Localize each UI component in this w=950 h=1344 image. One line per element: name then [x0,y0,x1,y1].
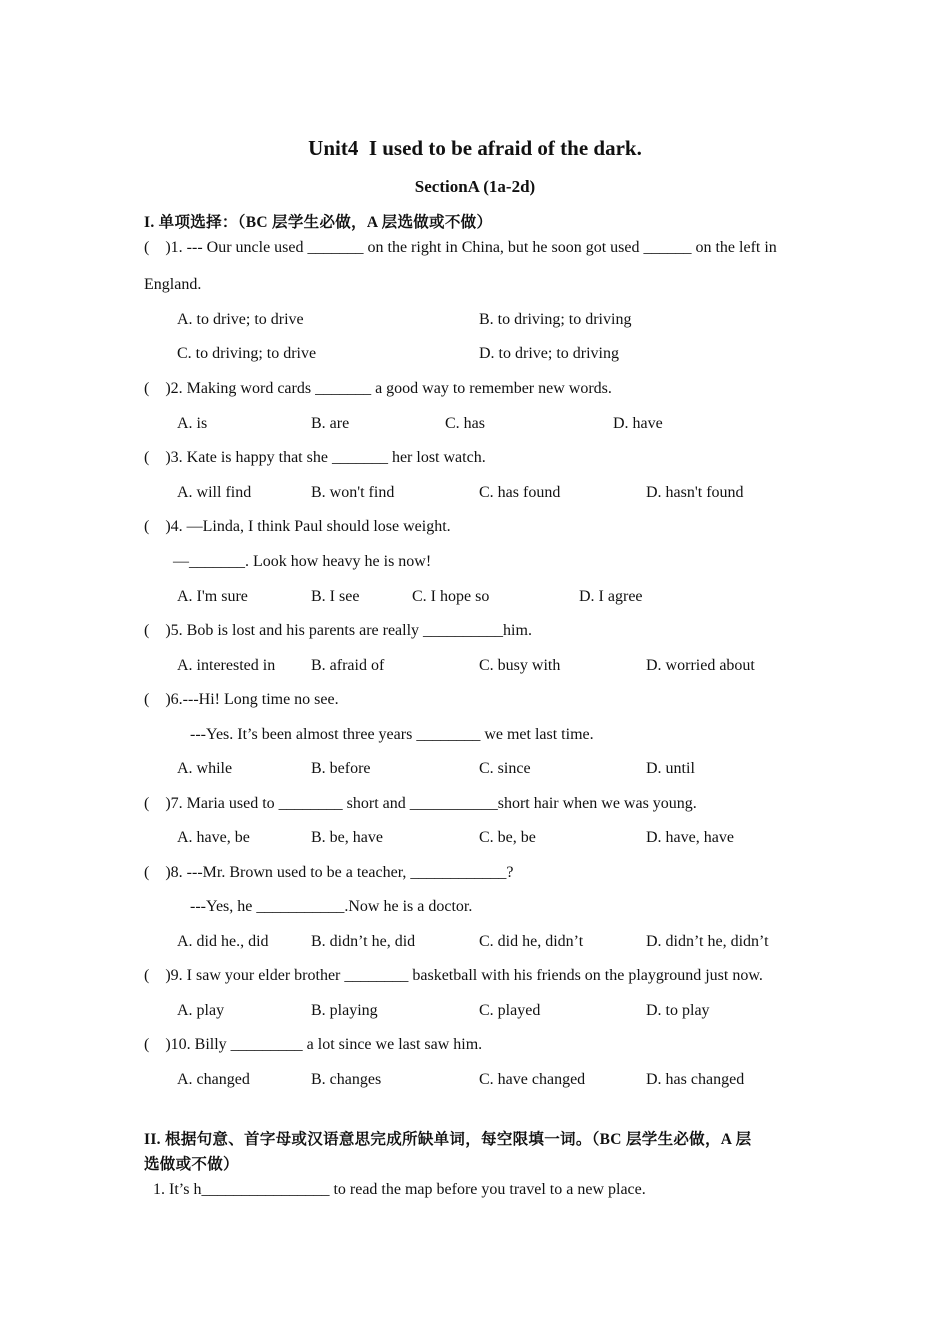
q8-option-c: C. did he, didn’t [479,933,584,950]
q10-option-c: C. have changed [479,1071,586,1088]
q6-option-c: C. since [479,760,531,777]
q7-option-c: C. be, be [479,829,536,846]
section2-heading-line1: II. 根据句意、首字母或汉语意思完成所缺单词，每空限填一词。（BC 层学生必做，A 层 [144,1131,752,1148]
q10-option-b: B. changes [311,1071,382,1088]
q4-option-c: C. I hope so [412,588,490,605]
q5-option-b: B. afraid of [311,657,385,674]
q6-option-b: B. before [311,760,371,777]
q8-option-d: D. didn’t he, didn’t [646,933,769,950]
q6-reply: ---Yes. It’s been almost three years ________ we met last time. [190,726,594,743]
q10-option-d: D. has changed [646,1071,745,1088]
document-subtitle: SectionA (1a-2d) [414,177,536,196]
q3-option-c: C. has found [479,484,561,501]
q1-option-c: C. to driving; to drive [177,345,317,362]
q9-option-c: C. played [479,1002,541,1019]
q2-option-b: B. are [311,415,350,432]
q2-option-d: D. have [613,415,663,432]
q9-option-d: D. to play [646,1002,710,1019]
q4-reply: —_______. Look how heavy he is now! [173,553,432,570]
q7-stem: ( )7. Maria used to ________ short and ___________short hair when we was young. [144,795,697,812]
q7-option-a: A. have, be [177,829,250,846]
q5-option-d: D. worried about [646,657,755,674]
q6-option-a: A. while [177,760,233,777]
q8-option-a: A. did he., did [177,933,269,950]
q2-stem: ( )2. Making word cards _______ a good way to remember new words. [144,380,612,397]
q1-stem-continued: England. [144,276,202,293]
q8-option-b: B. didn’t he, did [311,933,416,950]
q1-option-b: B. to driving; to driving [479,311,632,328]
q8-reply: ---Yes, he ___________.Now he is a doctor. [190,898,473,915]
q3-stem: ( )3. Kate is happy that she _______ her lost watch. [144,449,486,466]
q3-option-d: D. hasn't found [646,484,744,501]
q1-option-a: A. to drive; to drive [177,311,304,328]
q4-stem: ( )4. —Linda, I think Paul should lose weight. [144,518,451,535]
section1-heading: I. 单项选择：（BC 层学生必做，A 层选做或不做） [144,214,493,231]
q6-stem: ( )6.---Hi! Long time no see. [144,691,339,708]
q7-option-d: D. have, have [646,829,734,846]
q4-option-a: A. I'm sure [177,588,248,605]
q4-option-b: B. I see [311,588,360,605]
q3-option-a: A. will find [177,484,252,501]
q1-stem: ( )1. --- Our uncle used _______ on the right in China, but he soon got used ______ on the left in [144,239,777,256]
q2-option-a: A. is [177,415,208,432]
section2-heading-line2: 选做或不做） [144,1156,239,1173]
q10-stem: ( )10. Billy _________ a lot since we last saw him. [144,1036,483,1053]
q10-option-a: A. changed [177,1071,250,1088]
q2-option-c: C. has [445,415,485,432]
q4-option-d: D. I agree [579,588,643,605]
q9-option-a: A. play [177,1002,225,1019]
q3-option-b: B. won't find [311,484,395,501]
section2-item-1: 1. It’s h________________ to read the map before you travel to a new place. [153,1181,646,1198]
q6-option-d: D. until [646,760,695,777]
q8-stem: ( )8. ---Mr. Brown used to be a teacher, ____________? [144,864,514,881]
q7-option-b: B. be, have [311,829,383,846]
q1-option-d: D. to drive; to driving [479,345,619,362]
q5-option-c: C. busy with [479,657,561,674]
q9-option-b: B. playing [311,1002,378,1019]
document-title: Unit4 I used to be afraid of the dark. [308,136,642,160]
q5-stem: ( )5. Bob is lost and his parents are really __________him. [144,622,532,639]
q9-stem: ( )9. I saw your elder brother ________ basketball with his friends on the playground just now. [144,967,763,984]
q5-option-a: A. interested in [177,657,276,674]
